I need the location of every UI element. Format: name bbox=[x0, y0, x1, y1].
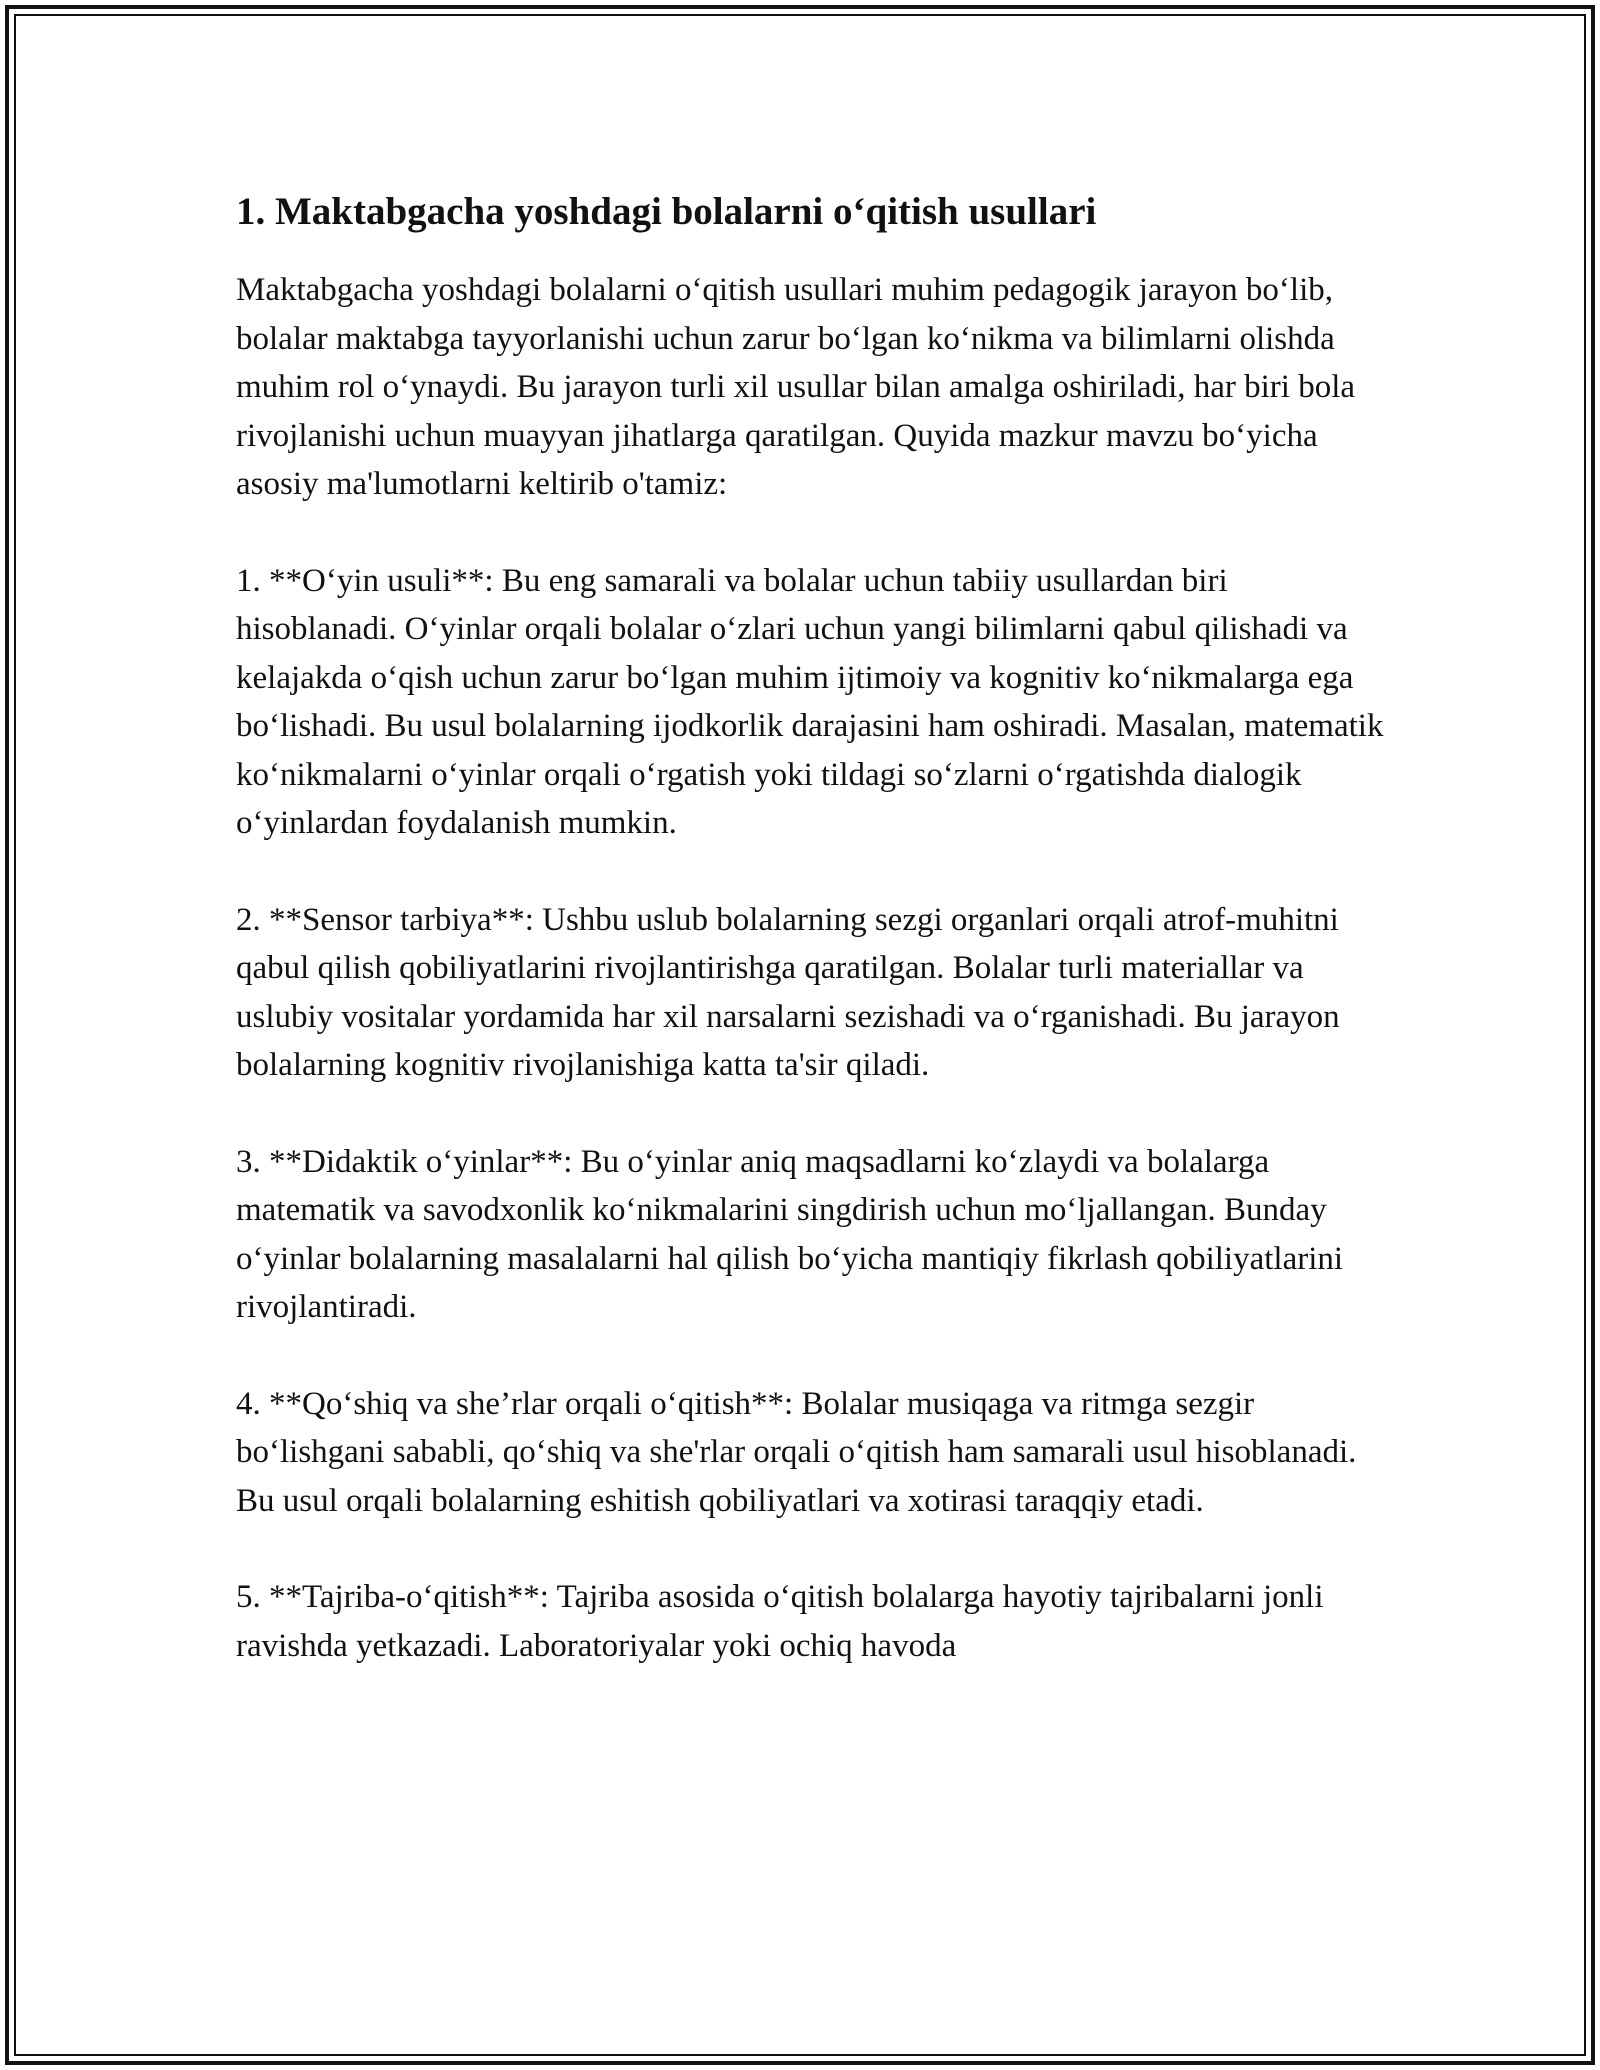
paragraph-sensor-tarbiya: 2. **Sensor tarbiya**: Ushbu uslub bolalarning sezgi organlari orqali atrof-muhitni qabul qilish qobiliyatlarini rivojlantirishga qaratilgan. Bolalar turli materiallar va uslubiy vositalar yordamida har xil narsalarni sezishadi va o‘rganishadi. Bu jarayon bolalarning kognitiv rivojlanishiga katta ta'sir qiladi. bbox=[236, 901, 1340, 1083]
intro-paragraph: Maktabgacha yoshdagi bolalarni o‘qitish usullari muhim pedagogik jarayon bo‘lib, bolalar maktabga tayyorlanishi uchun zarur bo‘lgan ko‘nikma va bilimlarni olishda muhim rol o‘ynaydi. Bu jarayon turli xil usullar bilan amalga oshiriladi, har biri bola rivojlanishi uchun muayyan jihatlarga qaratilgan. Quyida mazkur mavzu bo‘yicha asosiy ma'lumotlarni keltirib o'tamiz: bbox=[236, 272, 1356, 502]
document-body bbox=[236, 184, 1386, 1718]
section-heading: 1. Maktabgacha yoshdagi bolalarni o‘qitish usullari bbox=[236, 190, 1097, 233]
paragraph-tajriba-oqitish: 5. **Tajriba-o‘qitish**: Tajriba asosida o‘qitish bolalarga hayotiy tajribalarni jonli ravishda yetkazadi. Laboratoriyalar yoki ochiq havoda bbox=[236, 1579, 1324, 1664]
paragraph-oyin-usuli: 1. **O‘yin usuli**: Bu eng samarali va bolalar uchun tabiiy usullardan biri hisoblanadi. O‘yinlar orqali bolalar o‘zlari uchun yangi bilimlarni qabul qilishadi va kelajakda o‘qish uchun zarur bo‘lgan muhim ijtimoiy va kognitiv ko‘nikmalarga ega bo‘lishadi. Bu usul bolalarning ijodkorlik darajasini ham oshiradi. Masalan, matematik ko‘nikmalarni o‘yinlar orqali o‘rgatish yoki tildagi so‘zlarni o‘rgatishda dialogik o‘yinlardan foydalanish mumkin. bbox=[236, 562, 1384, 841]
paragraph-didaktik-oyinlar: 3. **Didaktik o‘yinlar**: Bu o‘yinlar aniq maqsadlarni ko‘zlaydi va bolalarga matematik va savodxonlik ko‘nikmalarini singdirish uchun mo‘ljallangan. Bunday o‘yinlar bolalarning masalalarni hal qilish bo‘yicha mantiqiy fikrlash qobiliyatlarini rivojlantiradi. bbox=[236, 1143, 1344, 1325]
paragraph-qoshiq-sherlar: 4. **Qo‘shiq va she’rlar orqali o‘qitish**: Bolalar musiqaga va ritmga sezgir bo‘lishgani sababli, qo‘shiq va she'rlar orqali o‘qitish ham samarali usul hisoblanadi. Bu usul orqali bolalarning eshitish qobiliyatlari va xotirasi taraqqiy etadi. bbox=[236, 1385, 1357, 1519]
